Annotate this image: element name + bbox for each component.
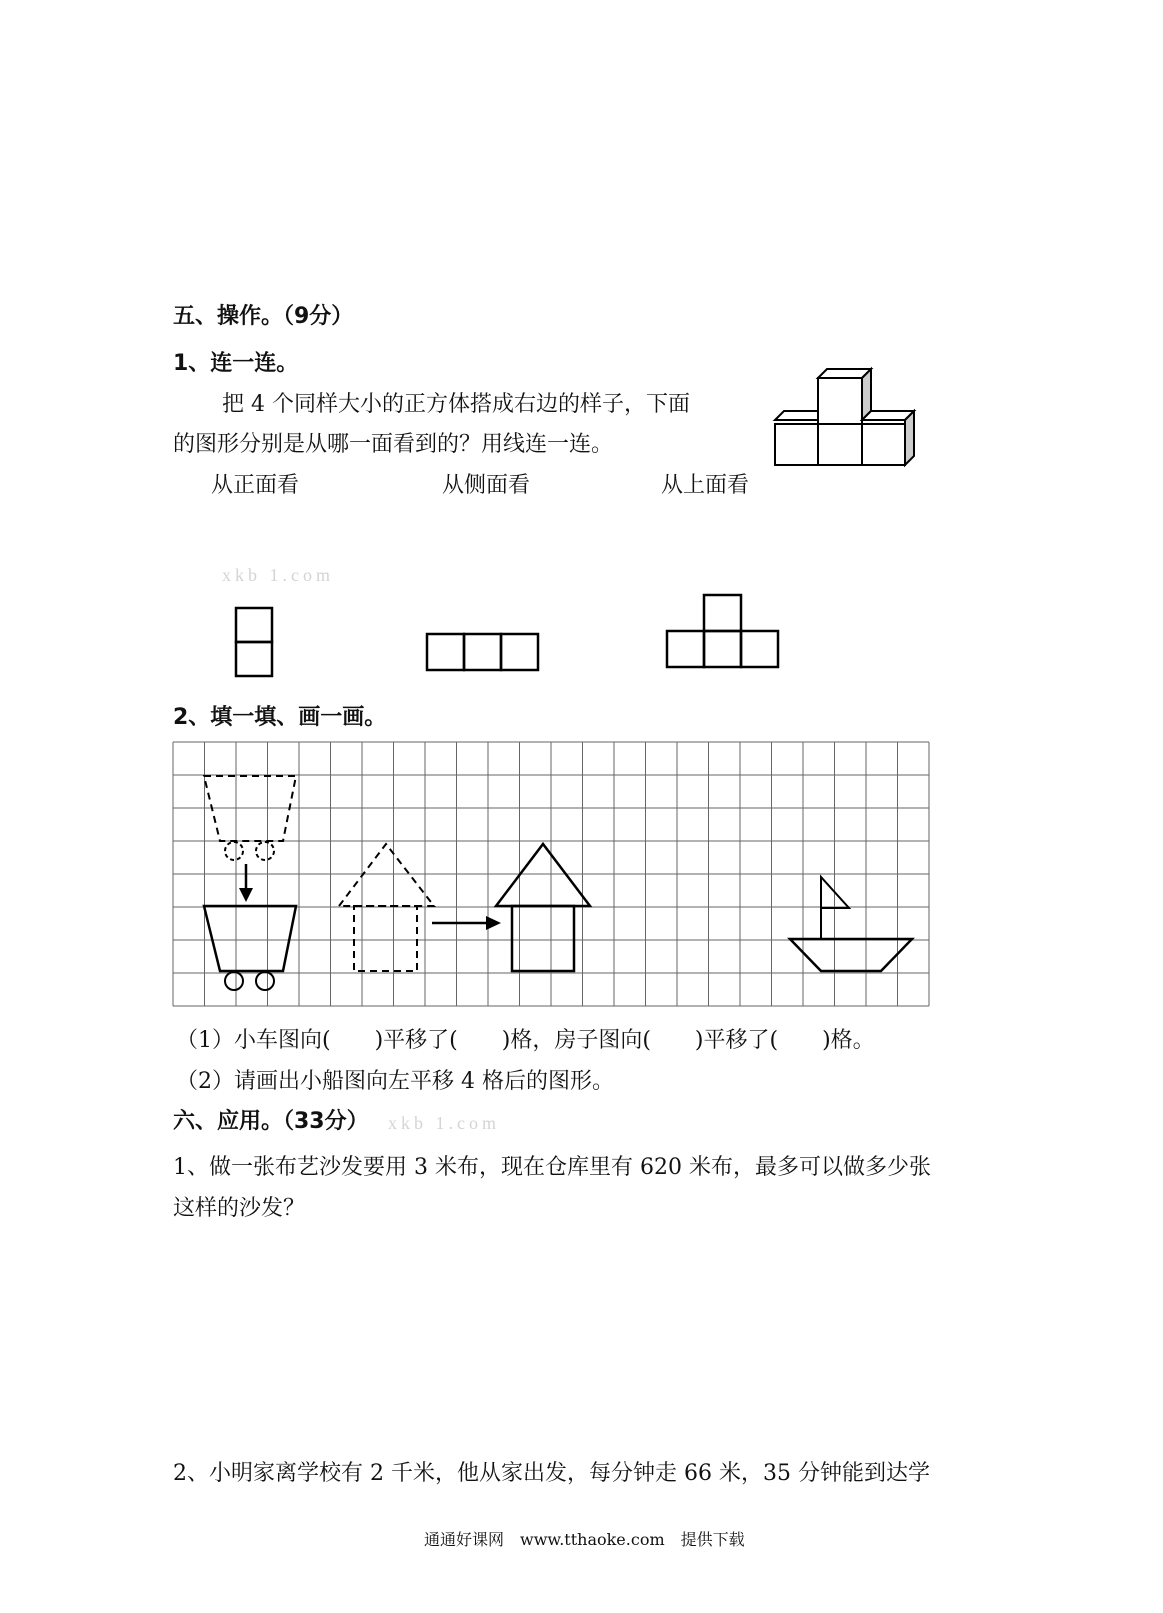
- view-shape-t-shape: [665, 593, 781, 669]
- q2-sub1: （1）小车图向( )平移了( )格，房子图向( )平移了( )格。: [176, 1028, 875, 1053]
- view-label-top: 从上面看: [661, 473, 750, 498]
- house-dashed-roof: [339, 844, 434, 906]
- view-label-front: 从正面看: [211, 473, 300, 498]
- section5-title: 五、操作。（9分）: [173, 304, 354, 329]
- cart-solid: [204, 906, 296, 971]
- q2-title: 2、填一填、画一画。: [173, 705, 387, 730]
- house-solid-roof: [496, 844, 590, 906]
- s6-q2-line1: 2、小明家离学校有 2 千米，他从家出发，每分钟走 66 米，35 分钟能到达学: [173, 1461, 930, 1486]
- house-solid-body: [512, 906, 574, 971]
- cart-solid-wheel-left: [225, 972, 243, 990]
- view-label-side: 从侧面看: [442, 473, 531, 498]
- view-shape-two-stack: [234, 606, 274, 678]
- watermark-2: xkb 1.com: [388, 1113, 500, 1133]
- cart-dashed-wheel-right: [256, 842, 274, 860]
- translation-grid-figure: [170, 740, 945, 1006]
- cube-stack-figure: [770, 365, 920, 465]
- cart-solid-wheel-right: [256, 972, 274, 990]
- watermark-1: xkb 1.com: [222, 565, 334, 585]
- house-dashed-body: [354, 906, 417, 971]
- footer-text: 通通好课网 www.tthaoke.com 提供下载: [424, 1530, 745, 1549]
- section6-title: 六、应用。（33分）: [173, 1109, 369, 1134]
- q1-text-line2: 的图形分别是从哪一面看到的？用线连一连。: [173, 432, 614, 457]
- cart-dashed-wheel-left: [225, 842, 243, 860]
- q1-title: 1、连一连。: [173, 351, 299, 376]
- s6-q1-line1: 1、做一张布艺沙发要用 3 米布，现在仓库里有 620 米布，最多可以做多少张: [173, 1155, 931, 1180]
- q1-text-line1: 把 4 个同样大小的正方体搭成右边的样子，下面: [222, 392, 690, 417]
- s6-q1-line2: 这样的沙发？: [173, 1196, 306, 1221]
- q2-sub2: （2）请画出小船图向左平移 4 格后的图形。: [176, 1069, 614, 1094]
- view-shape-three-row: [425, 632, 541, 672]
- boat-hull: [790, 939, 912, 971]
